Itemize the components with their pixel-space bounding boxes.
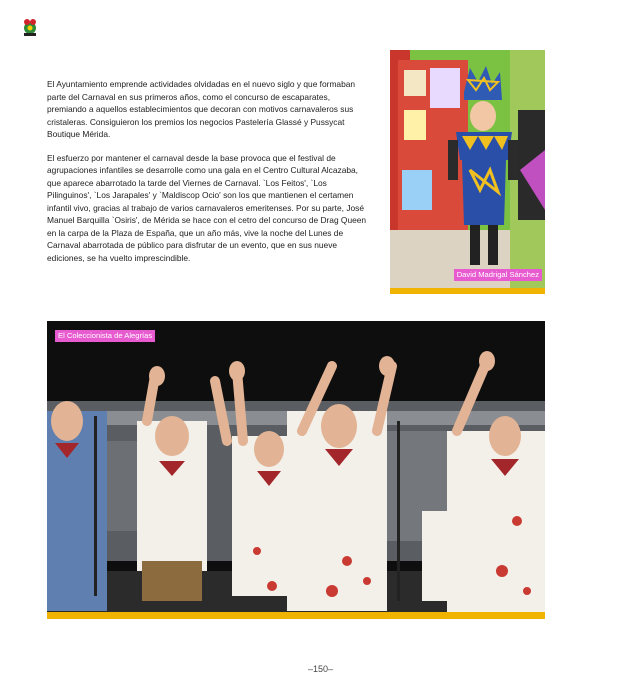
article-text — [47, 78, 369, 275]
carnival-logo-icon — [20, 16, 40, 38]
murga-stage-image — [47, 321, 545, 612]
photo-credit-1: David Madrigal Sánchez — [454, 269, 542, 281]
photo1-accent-bar — [390, 288, 545, 294]
paragraph-2: El esfuerzo por mantener el carnaval desde la base provoca que el festival de agrupaciones infantiles se desarrolle como una gala en el Centro Cultural Alcazaba, que aparece abarrotado la tarde del Viernes de Carnaval. `Los Feitos', `Los Pilinguinos', `Los Jarapales' y `Maldiscop Ocio' son los que mantienen el certamen infantil vivo, gracias al trabajo de varios carnavaleros emeritenses. Por su parte, José Manuel Barquilla `Osiris', de Mérida se hace con el cetro del concurso de Drag Queen en la carpa de la Plaza de España, que un año más, vive la noche del Lunes de Carnaval abarrotada de público para disfrutar de un evento, que en sus nueve ediciones, se ha vuelto imprescindible. — [47, 152, 367, 263]
paragraph-1: El Ayuntamiento emprende actividades olvidadas en el nuevo siglo y que formaban parte del Carnaval en sus primeros años, como el concurso de escaparates, premiando a aquellos establecimientos que decoran con motivos carnavaleros sus cristaleras. Consiguieron los premios los negocios Pastelería Glassé y Pussycat Boutique Mérida. — [47, 79, 356, 139]
child-costume-photo — [390, 50, 545, 288]
murga-stage-photo — [47, 321, 545, 612]
photo-credit-2: El Coleccionista de Alegrías — [55, 330, 155, 342]
page-number: –150– — [307, 664, 334, 674]
photo2-accent-bar — [47, 612, 545, 619]
child-costume-image — [390, 50, 545, 288]
